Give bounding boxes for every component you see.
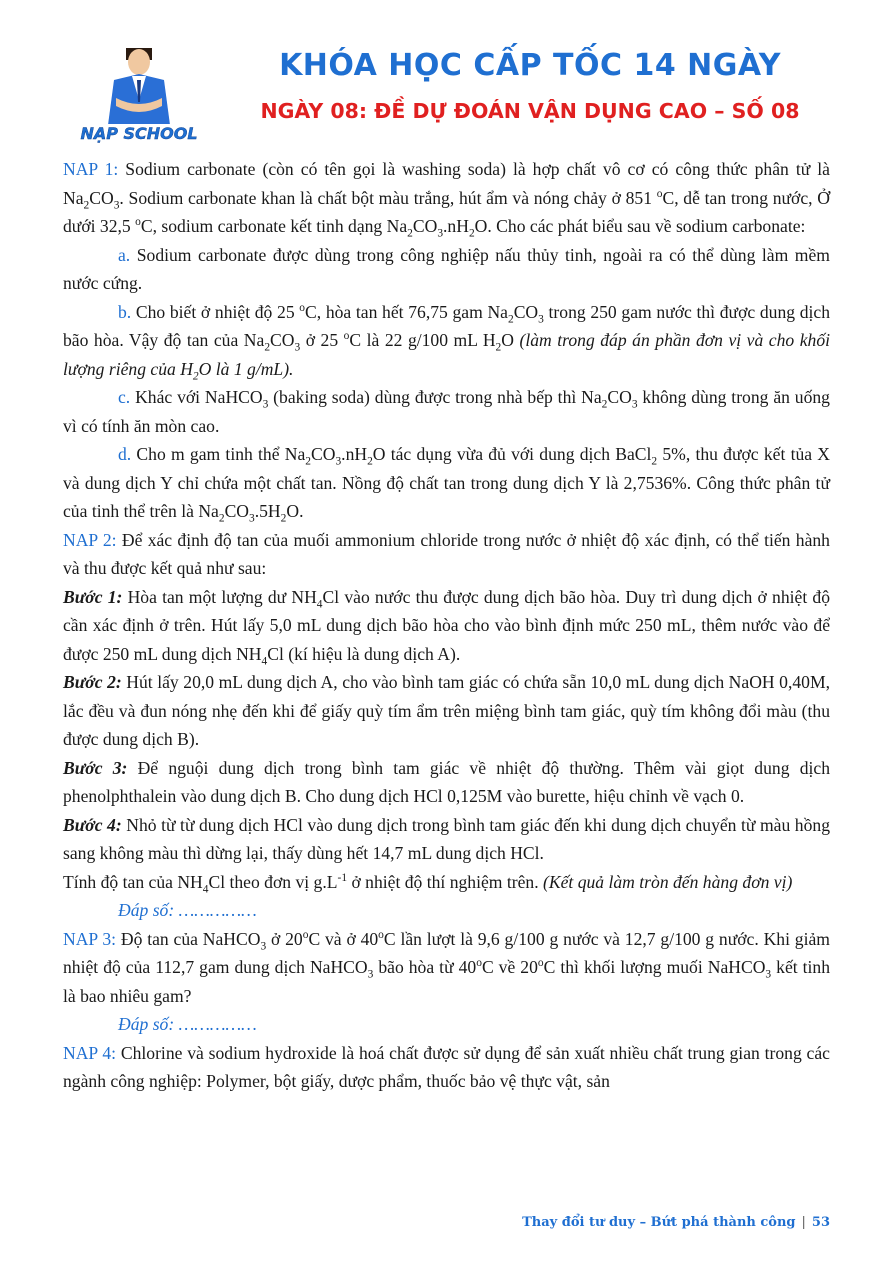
svg-text:NẠP SCHOOL: NẠP SCHOOL — [80, 124, 198, 143]
page-number: 53 — [811, 1215, 830, 1230]
question-1-label: NAP 1: — [63, 159, 119, 179]
statement-a: a. Sodium carbonate được dùng trong công nghiệp nấu thủy tinh, ngoài ra có thể dùng làm mềm nước cứng. — [63, 244, 830, 293]
question-4: NAP 4: Chlorine và sodium hydroxide là hoá chất được sử dụng để sản xuất nhiều chất trung gian trong các ngành công nghiệp: Polymer, bột giấy, dược phẩm, thuốc bảo vệ thực vật, sản — [63, 1042, 830, 1091]
step-1: Bước 1: Hòa tan một lượng dư $NH_4Cl$ vào nước thu được dung dịch bão hòa. Duy trì dung dịch ở nhiệt độ cần xác định ở trên. Hút lấy 5,0 mL dung dịch bão hòa cho vào bình định mức 250 mL, thêm nước vào để được 250 mL dung dịch $NH_4Cl$ (kí hiệu là dung dịch A). — [63, 586, 830, 668]
statement-c-label: c. — [118, 387, 131, 407]
step-1-label: Bước 1: — [63, 586, 123, 607]
course-title: KHÓA HỌC CẤP TỐC 14 NGÀY — [279, 48, 781, 83]
step-3: Bước 3: Để nguội dung dịch trong bình tam giác về nhiệt độ thường. Thêm vài giọt dung dịch phenolphthalein vào dung dịch B. Cho dung dịch HCl 0,125M vào burette, hiệu chỉnh về vạch 0. — [63, 757, 830, 806]
question-4-label: NAP 4: — [63, 1042, 117, 1063]
question-2-label: NAP 2: — [63, 529, 117, 550]
statement-b: b. Cho biết ở nhiệt độ 25 $^o$C, hòa tan hết 76,75 gam $Na_2CO_3$ trong 250 gam nước thì được dung dịch bão hòa. Vậy độ tan của $Na_2CO_3$ ở 25 $^o$C là 22 g/100 mL $H_2O$ (làm trong đáp án phần đơn vị và cho khối lượng riêng của $H_2O$ là 1 g/mL). — [63, 301, 831, 383]
statement-d-label: d. — [118, 444, 132, 464]
question-1: NAP 1: Sodium carbonate (còn có tên gọi là washing soda) là hợp chất vô cơ có công thức phân tử là $Na_2CO_3$. Sodium carbonate khan là chất bột màu trắng, hút ẩm và nóng chảy ở 851 $^o$C, dễ tan trong nước, Ở dưới 32,5 $^o$C, sodium carbonate kết tinh dạng $Na_2CO_3.nH_2O$. Cho các phát biểu sau về sodium carbonate: — [63, 159, 830, 240]
statement-c: c. Khác với NaHCO$_3$ (baking soda) dùng được trong nhà bếp thì $Na_2CO_3$ không dùng trong ăn uống vì có tính ăn mòn cao. — [63, 387, 830, 436]
step-3-label: Bước 3: — [63, 757, 128, 778]
page-header — [0, 0, 892, 150]
step-4: Bước 4: Nhỏ từ từ dung dịch HCl vào dung dịch trong bình tam giác đến khi dung dịch chuyển từ màu hồng sang không màu thì dừng lại, thấy dùng hết 14,7 mL dung dịch HCl. — [63, 814, 830, 863]
day-subtitle: NGÀY 08: ĐỀ DỰ ĐOÁN VẬN DỤNG CAO – SỐ 08 — [260, 99, 800, 123]
step-2-label: Bước 2: — [63, 672, 122, 692]
question-3-label: NAP 3: — [63, 928, 117, 949]
page-content — [63, 155, 830, 1096]
answer-blank-2[interactable]: Đáp số: …………… — [118, 900, 257, 920]
statement-a-label: a. — [118, 244, 131, 265]
footer-separator: | — [801, 1215, 806, 1230]
question-3: NAP 3: Độ tan của NaHCO$_3$ ở 20$^o$C và ở 40$^o$C lần lượt là 9,6 g/100 g nước và 12,7 g/100 g nước. Khi giảm nhiệt độ của 112,7 gam dung dịch NaHCO$_3$ bão hòa từ 40$^o$C về 20$^o$C thì khối lượng muối NaHCO$_3$ kết tinh là bao nhiêu gam? — [63, 928, 831, 1006]
step-2: Bước 2: Hút lấy 20,0 mL dung dịch A, cho vào bình tam giác có chứa sẵn 10,0 mL dung dịch NaOH 0,40M, lắc đều và đun nóng nhẹ đến khi để giấy quỳ tím ẩm trên miệng bình tam giác, quỳ tím không đổi màu (thu được dung dịch B). — [63, 672, 830, 749]
question-2: NAP 2: Để xác định độ tan của muối ammonium chloride trong nước ở nhiệt độ xác định, có thể tiến hành và thu được kết quả như sau: — [63, 529, 830, 578]
nap-school-logo — [74, 40, 204, 145]
footer-slogan: Thay đổi tư duy – Bứt phá thành công — [522, 1215, 796, 1230]
statement-b-label: b. — [118, 301, 132, 322]
statement-d: d. Cho m gam tinh thể $Na_2CO_3.nH_2O$ tác dụng vừa đủ với dung dịch BaCl$_2$ 5%, thu được kết tủa X và dung dịch Y chỉ chứa một chất tan. Nồng độ chất tan trong dung dịch Y là 2,7536%. Công thức phân tử của tinh thể trên là $Na_2CO_3.5H_2O$. — [63, 444, 830, 525]
answer-blank-3[interactable]: Đáp số: …………… — [118, 1014, 257, 1034]
question-2-ask: Tính độ tan của $NH_4Cl$ theo đơn vị $g.L^{-1}$ ở nhiệt độ thí nghiệm trên. (Kết quả làm tròn đến hàng đơn vị) — [63, 871, 793, 896]
step-4-label: Bước 4: — [63, 814, 122, 835]
page-footer — [522, 1215, 830, 1230]
